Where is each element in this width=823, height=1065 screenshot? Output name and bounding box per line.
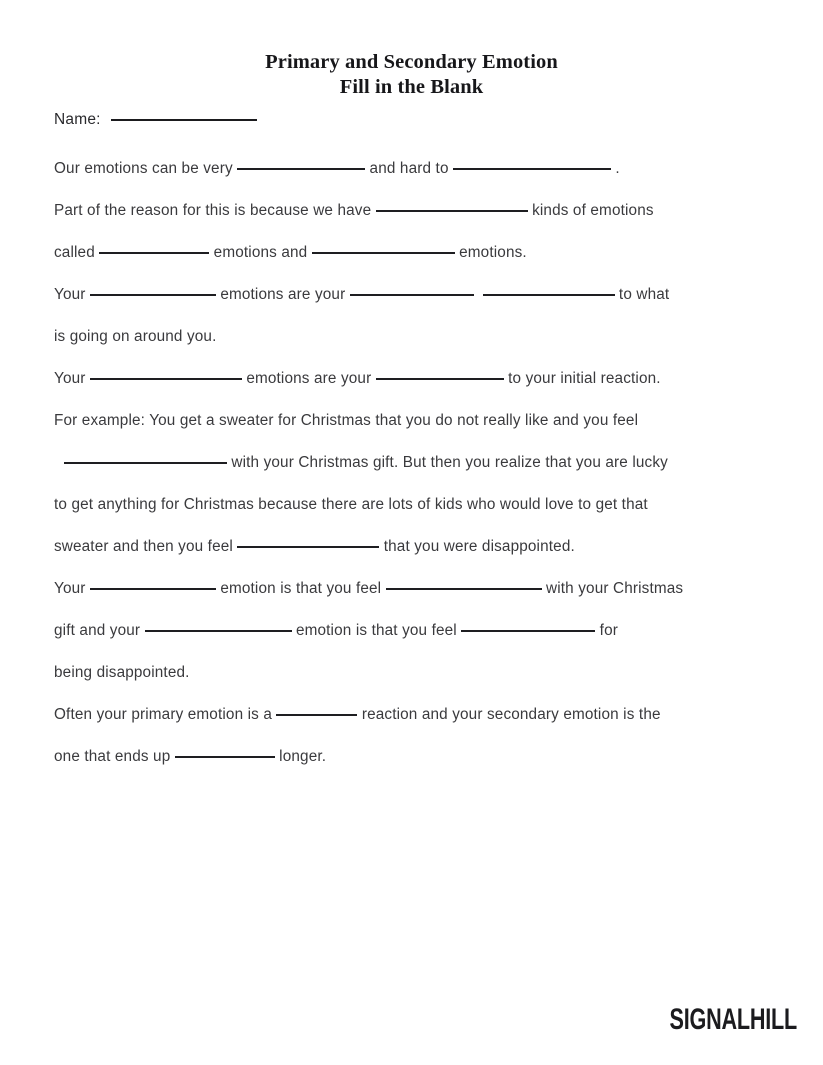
page-title	[0, 50, 823, 100]
title-line-primary: Primary and Secondary Emotion	[265, 51, 558, 73]
worksheet-line	[54, 748, 770, 790]
line-text: is going on around you.	[54, 328, 217, 345]
line-text: for	[595, 622, 618, 639]
line-text: Your	[54, 580, 90, 597]
line-text: to your initial reaction.	[503, 370, 661, 387]
line-text: kinds of emotions	[527, 202, 654, 219]
fill-in-blank-3[interactable]	[483, 293, 615, 296]
line-text: For example: You get a sweater for Christmas that you do not really like and you feel	[54, 412, 639, 429]
fill-in-blank-1[interactable]	[237, 545, 379, 548]
worksheet-line	[54, 160, 770, 202]
worksheet-line	[54, 454, 770, 496]
worksheet-line	[54, 622, 770, 664]
line-text: one that ends up	[54, 748, 175, 765]
fill-in-blank-1[interactable]	[90, 377, 242, 380]
line-text: .	[611, 160, 620, 177]
line-text: Our emotions can be very	[54, 160, 238, 177]
name-field-row	[54, 111, 257, 129]
fill-in-blank-1[interactable]	[99, 251, 209, 254]
line-text: emotions are your	[215, 286, 350, 303]
fill-in-blank-1[interactable]	[276, 713, 357, 716]
line-text: to get anything for Christmas because there are lots of kids who would love to get that	[54, 496, 648, 513]
fill-in-blank-1[interactable]	[175, 755, 275, 758]
signalhill-logo: SIGNALHILL	[669, 1003, 797, 1036]
worksheet-line	[54, 538, 770, 580]
worksheet-line	[54, 496, 770, 538]
fill-in-blank-1[interactable]	[90, 587, 216, 590]
line-text: with your Christmas gift. But then you realize that you are lucky	[227, 454, 668, 471]
line-text: emotions and	[209, 244, 312, 261]
name-blank-input[interactable]	[111, 118, 257, 121]
line-text: Often your primary emotion is a	[54, 706, 277, 723]
title-line-secondary: Fill in the Blank	[339, 76, 484, 98]
line-text: emotions are your	[241, 370, 376, 387]
worksheet-line	[54, 412, 770, 454]
fill-in-blank-1[interactable]	[145, 629, 292, 632]
worksheet-line	[54, 664, 770, 706]
fill-in-blank-1[interactable]	[90, 293, 216, 296]
line-text: being disappointed.	[54, 664, 190, 681]
fill-in-blank-2[interactable]	[312, 251, 455, 254]
line-text	[474, 286, 483, 304]
fill-in-blank-2[interactable]	[376, 377, 504, 380]
worksheet-line	[54, 706, 770, 748]
line-text: with your Christmas	[541, 580, 684, 597]
fill-in-blank-2[interactable]	[350, 293, 474, 296]
name-label: Name:	[54, 111, 101, 128]
line-text: sweater and then you feel	[54, 538, 238, 555]
line-text: emotions.	[454, 244, 527, 261]
worksheet-line	[54, 328, 770, 370]
line-text: longer.	[274, 748, 327, 765]
line-text: Part of the reason for this is because we have	[54, 202, 376, 219]
line-text: gift and your	[54, 622, 145, 639]
worksheet-line	[54, 202, 770, 244]
line-text: Your	[54, 286, 90, 303]
fill-in-blank-1[interactable]	[64, 461, 227, 464]
line-text: to what	[614, 286, 670, 303]
line-text: emotion is that you feel	[215, 580, 386, 597]
line-text: called	[54, 244, 100, 261]
worksheet-line	[54, 370, 770, 412]
line-text: reaction and your secondary emotion is the	[357, 706, 661, 723]
fill-in-blank-2[interactable]	[386, 587, 542, 590]
fill-in-blank-1[interactable]	[376, 209, 528, 212]
worksheet-body	[54, 160, 770, 790]
worksheet-line	[54, 580, 770, 622]
worksheet-line	[54, 244, 770, 286]
fill-in-blank-2[interactable]	[453, 167, 611, 170]
fill-in-blank-2[interactable]	[461, 629, 595, 632]
fill-in-blank-1[interactable]	[237, 167, 365, 170]
line-text: Your	[54, 370, 90, 387]
line-text: and hard to	[365, 160, 454, 177]
line-text: that you were disappointed.	[379, 538, 575, 555]
worksheet-line	[54, 286, 770, 328]
line-text: emotion is that you feel	[291, 622, 462, 639]
